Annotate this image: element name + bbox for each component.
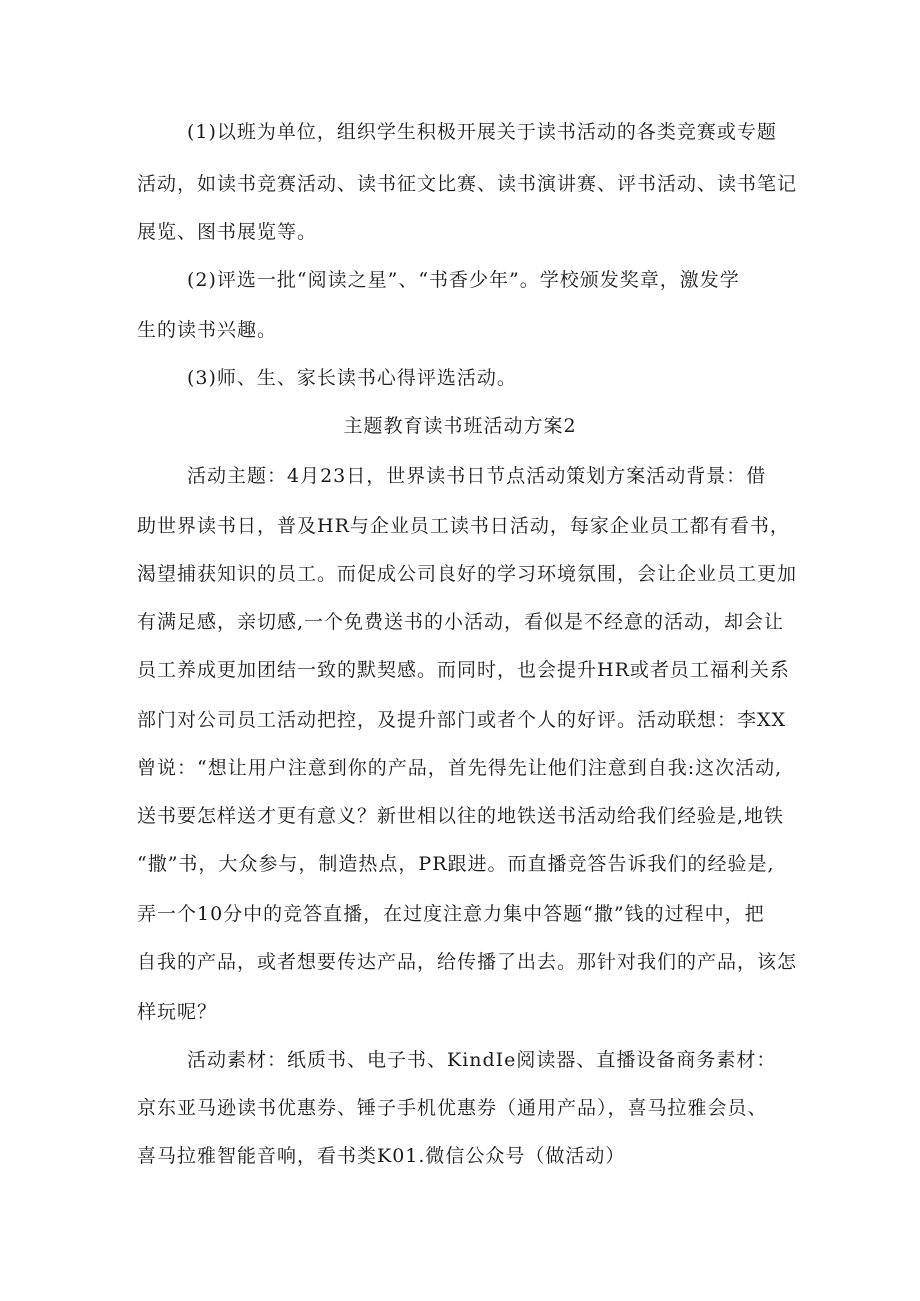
item3-line1: (3)师、生、家长读书心得评选活动。: [187, 367, 517, 389]
paragraph1-line12: 样玩呢？: [137, 1001, 218, 1023]
paragraph1-line3: 渴望捕获知识的员工。而促成公司良好的学习环境氛围，会让企业员工更加: [137, 563, 798, 585]
item1-line1: (1)以班为单位，组织学生积极开展关于读书活动的各类竞赛或专题: [187, 121, 777, 143]
paragraph1-line11: 自我的产品，或者想要传达产品，给传播了出去。那针对我们的产品，该怎: [137, 951, 798, 973]
paragraph1-line10: 弄一个10分中的竞答直播，在过度注意力集中答题“撒”钱的过程中，把: [137, 903, 765, 925]
paragraph2-line2: 京东亚马逊读书优惠券、锤子手机优惠券（通用产品），喜马拉雅会员、: [137, 1097, 768, 1119]
paragraph1-line2: 助世界读书日，普及HR与企业员工读书日活动，每家企业员工都有看书，: [137, 515, 790, 537]
paragraph1-line9: “撒”书，大众参与，制造热点，PR跟进。而直播竞答告诉我们的经验是,: [137, 853, 775, 875]
paragraph1-line1: 活动主题：4月23日，世界读书日节点活动策划方案活动背景：借: [187, 465, 767, 487]
paragraph1-line5: 员工养成更加团结一致的默契感。而同时，也会提升HR或者员工福利关系: [137, 659, 790, 681]
section-title: 主题教育读书班活动方案2: [343, 415, 577, 437]
item1-line2: 活动，如读书竞赛活动、读书征文比赛、读书演讲赛、评书活动、读书笔记: [137, 173, 798, 195]
item1-line3: 展览、图书展览等。: [137, 221, 318, 243]
paragraph1-line6: 部门对公司员工活动把控，及提升部门或者个人的好评。活动联想：李XX: [137, 709, 787, 731]
paragraph2-line1: 活动素材：纸质书、电子书、KindIe阅读器、直播设备商务素材：: [187, 1049, 777, 1071]
item2-line1: (2)评选一批“阅读之星”、“书香少年”。学校颁发奖章，激发学: [187, 269, 740, 291]
paragraph1-line7: 曾说：“想让用户注意到你的产品，首先得先让他们注意到自我:这次活动,: [137, 757, 783, 779]
item2-line2: 生的读书兴趣。: [137, 319, 278, 341]
paragraph2-line3: 喜马拉雅智能音响，看书类K01.微信公众号（做活动）: [137, 1145, 626, 1167]
paragraph1-line4: 有满足感，亲切感,一个免费送书的小活动，看似是不经意的活动，却会让: [137, 611, 785, 633]
paragraph1-line8: 送书要怎样送才更有意义？新世相以往的地铁送书活动给我们经验是,地铁: [137, 805, 785, 827]
